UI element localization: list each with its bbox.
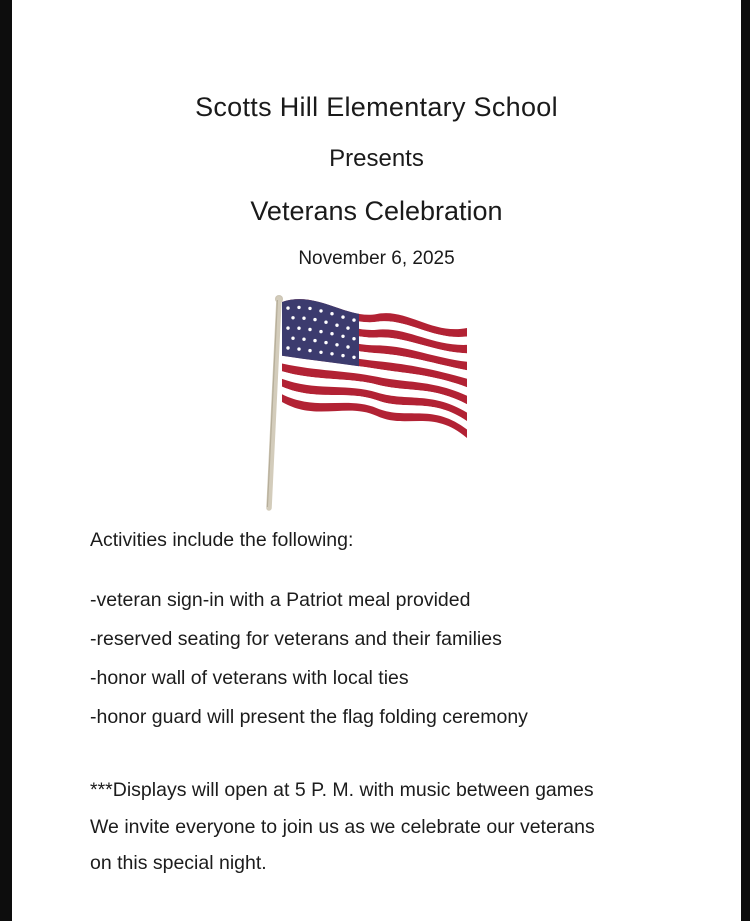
flag-star <box>330 352 333 355</box>
flagpole <box>269 299 279 508</box>
activities-list <box>90 581 741 737</box>
activities-heading: Activities include the following: <box>90 529 354 551</box>
flag-star <box>297 347 300 350</box>
flag-star <box>308 349 311 352</box>
activity-item: -honor wall of veterans with local ties <box>90 667 409 689</box>
flag-star <box>286 326 289 329</box>
school-name: Scotts Hill Elementary School <box>195 92 558 122</box>
footer-note <box>90 772 681 882</box>
activity-item: -reserved seating for veterans and their families <box>90 628 502 650</box>
flag-star <box>352 318 355 321</box>
activity-item: -veteran sign-in with a Patriot meal provided <box>90 589 471 611</box>
flag-star <box>352 337 355 340</box>
flag-star <box>286 346 289 349</box>
right-border <box>741 0 750 921</box>
flag-star <box>335 343 338 346</box>
flyer <box>12 0 741 921</box>
flag-star <box>341 335 344 338</box>
flag-star <box>324 341 327 344</box>
flag-star <box>330 332 333 335</box>
event-date: November 6, 2025 <box>298 248 455 269</box>
flag-star <box>324 321 327 324</box>
presents-line: Presents <box>329 145 424 172</box>
flag-star <box>308 307 311 310</box>
flag-star <box>335 324 338 327</box>
activity-item: -honor guard will present the flag folding ceremony <box>90 706 528 728</box>
flag-star <box>302 317 305 320</box>
flag-star <box>297 327 300 330</box>
flag-star <box>330 312 333 315</box>
flag-star <box>346 326 349 329</box>
flag-star <box>341 354 344 357</box>
flag-star <box>319 330 322 333</box>
flag-star <box>308 328 311 331</box>
footer-line: on this special night. <box>90 852 267 874</box>
flag-star <box>313 339 316 342</box>
flag-star <box>319 309 322 312</box>
flag-star <box>286 306 289 309</box>
flag-star <box>291 337 294 340</box>
us-flag-icon <box>262 290 492 515</box>
footer-line: ***Displays will open at 5 P. M. with music between games <box>90 779 594 801</box>
flag-star <box>302 338 305 341</box>
flag-star <box>341 315 344 318</box>
flag-illustration <box>262 290 492 515</box>
footer-line: We invite everyone to join us as we celebrate our veterans <box>90 815 595 838</box>
flag-star <box>291 316 294 319</box>
flag-star <box>313 318 316 321</box>
flag-star <box>352 356 355 359</box>
flag-star <box>319 351 322 354</box>
flyer-header <box>12 90 741 274</box>
flag-star <box>297 306 300 309</box>
flag-star <box>346 345 349 348</box>
left-border <box>0 0 12 921</box>
event-title: Veterans Celebration <box>250 196 503 226</box>
